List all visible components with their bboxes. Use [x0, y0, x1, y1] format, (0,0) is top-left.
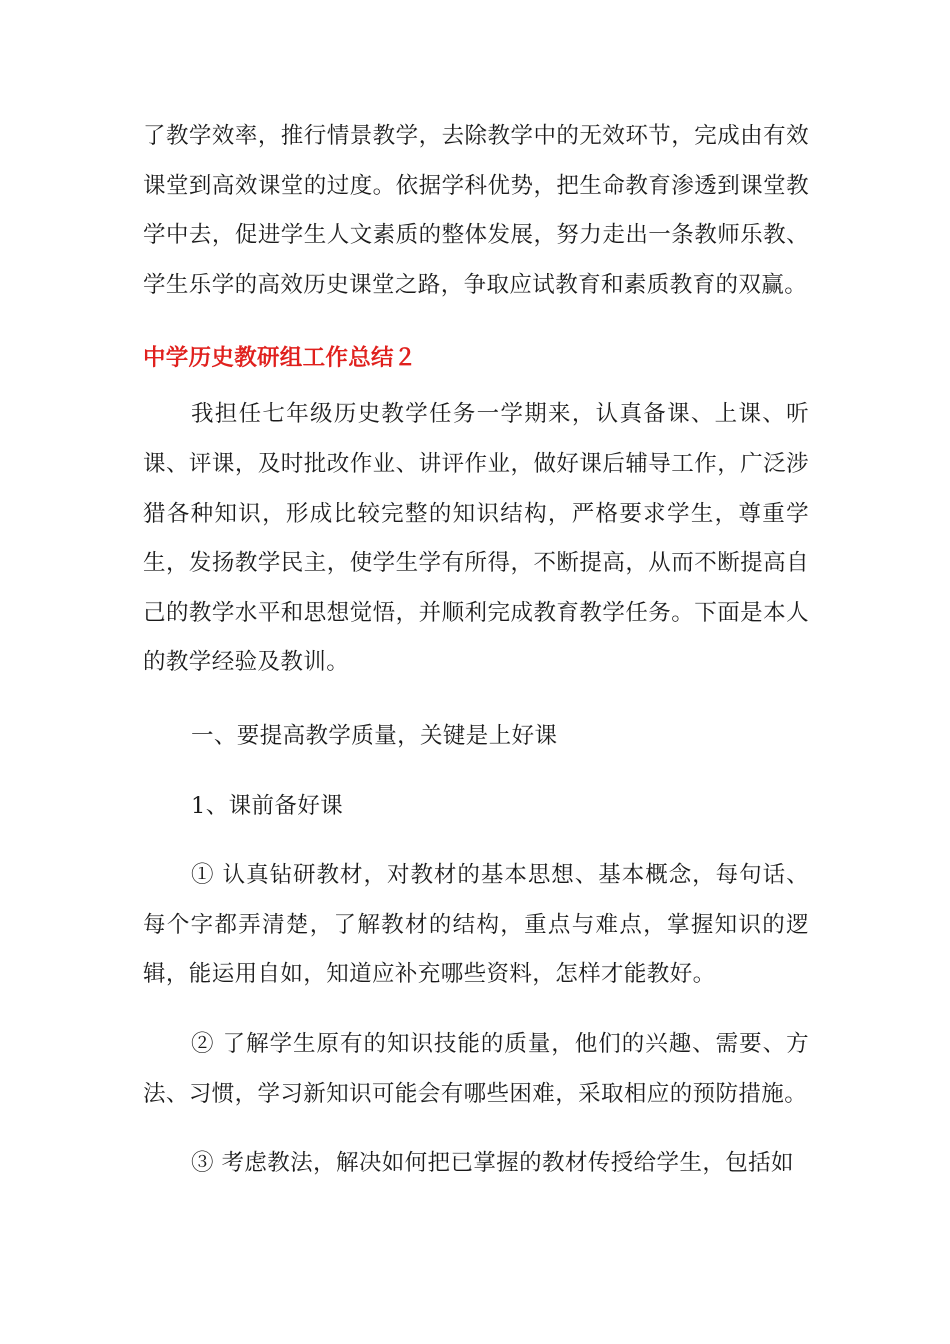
list-item-1: ① 认真钻研教材，对教材的基本思想、基本概念，每句话、每个字都弄清楚，了解教材的结构，重点与难点，掌握知识的逻辑，能运用自如，知道应补充哪些资料，怎样才能教好。: [143, 862, 809, 988]
section-heading: 中学历史教研组工作总结２: [143, 345, 417, 372]
body-paragraph-1: 我担任七年级历史教学任务一学期来，认真备课、上课、听课、评课，及时批改作业、讲评作业，做好课后辅导工作，广泛涉猎各种知识，形成比较完整的知识结构，严格要求学生，尊重学生，发扬教学民主，使学生学有所得，不断提高，从而不断提高自己的教学水平和思想觉悟，并顺利完成教育教学任务。下面是本人的教学经验及教训。: [143, 401, 809, 676]
subheading-1: 一、要提高教学质量，关键是上好课: [191, 722, 558, 749]
list-item-2: ② 了解学生原有的知识技能的质量，他们的兴趣、需要、方法、习惯，学习新知识可能会有哪些困难，采取相应的预防措施。: [143, 1030, 809, 1107]
document-page: [143, 112, 809, 1189]
list-item-3: ③ 考虑教法，解决如何把已掌握的教材传授给学生，包括如: [191, 1150, 794, 1177]
subheading-1-1: 1、课前备好课: [191, 792, 344, 819]
intro-paragraph: 了教学效率，推行情景教学，去除教学中的无效环节，完成由有效课堂到高效课堂的过度。依据学科优势，把生命教育渗透到课堂教学中去，促进学生人文素质的整体发展，努力走出一条教师乐教、学生乐学的高效历史课堂之路，争取应试教育和素质教育的双赢。: [143, 123, 809, 298]
